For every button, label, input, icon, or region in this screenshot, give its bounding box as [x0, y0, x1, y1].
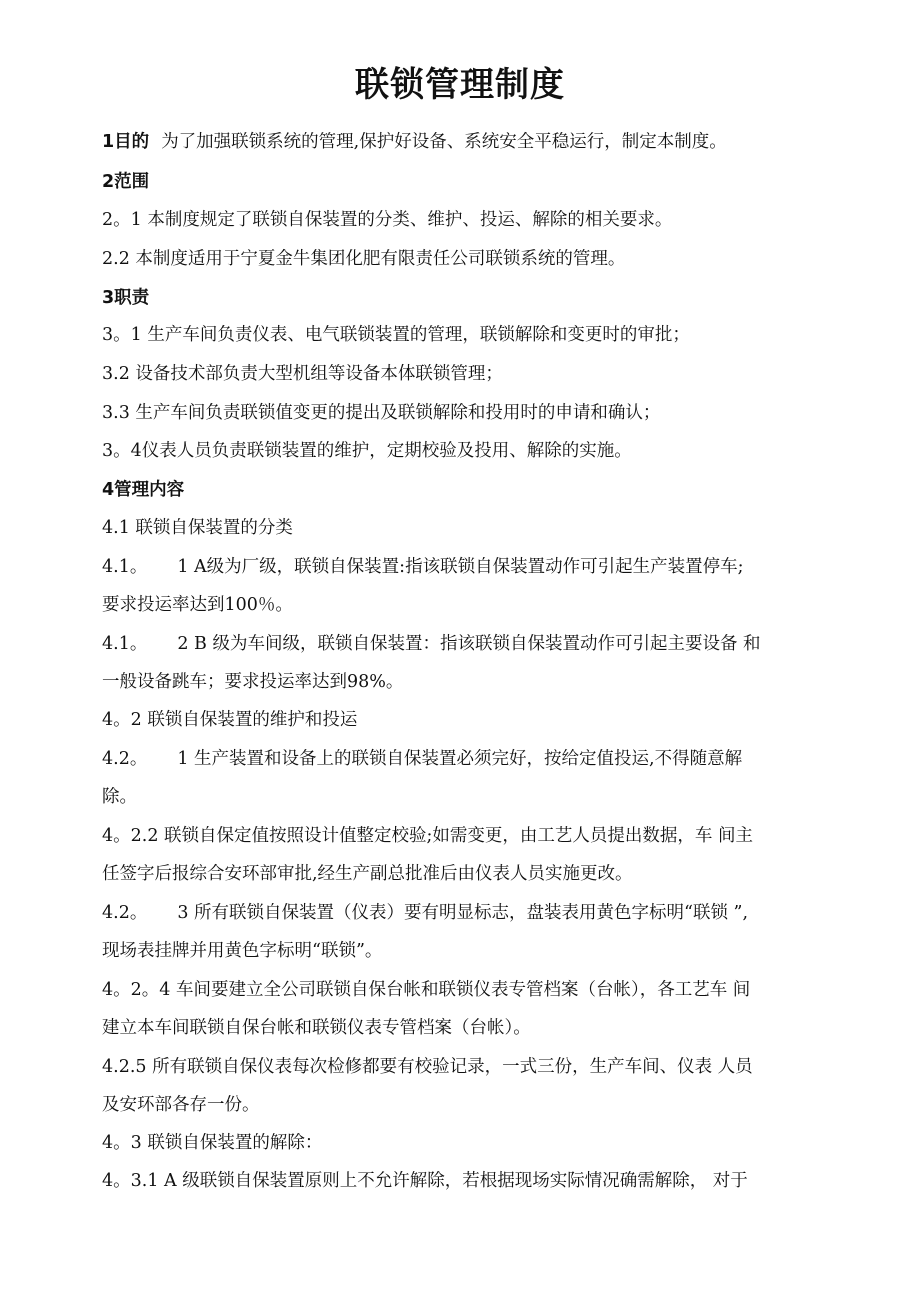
paragraph-line: 3.3 生产车间负责联锁值变更的提出及联锁解除和投用时的申请和确认； — [102, 403, 661, 423]
paragraph-line: 4。3.1 A 级联锁自保装置原则上不允许解除，若根据现场实际情况确需解除， 对于 — [102, 1171, 748, 1191]
clause-number: 4.2。 — [102, 749, 148, 769]
paragraph-line: 现场表挂牌并用黄色字标明“联锁”。 — [102, 941, 383, 961]
paragraph-line: 要求投运率达到100％。 — [102, 595, 293, 615]
clause-number: 4.2。 — [102, 903, 148, 923]
paragraph-line: 2.2 本制度适用于宁夏金牛集团化肥有限责任公司联锁系统的管理。 — [102, 249, 626, 269]
paragraph-line — [102, 632, 842, 656]
paragraph-line: 4.1 联锁自保装置的分类 — [102, 518, 293, 538]
clause-number: 4.1。 — [102, 634, 148, 654]
paragraph-line: 4。3 联锁自保装置的解除： — [102, 1133, 323, 1153]
paragraph-line: 4。2。4 车间要建立全公司联锁自保台帐和联锁仪表专管档案（台帐），各工艺车 间 — [102, 980, 751, 1000]
clause-number: 4.1。 — [102, 557, 148, 577]
section-1-purpose — [102, 130, 842, 154]
document-title: 联锁管理制度 — [355, 65, 565, 105]
paragraph-line — [102, 555, 842, 579]
paragraph-text: 为了加强联锁系统的管理,保护好设备、系统安全平稳运行，制定本制度。 — [161, 132, 727, 152]
clause-text: 1 A级为厂级，联锁自保装置:指该联锁自保装置动作可引起生产装置停车; — [177, 557, 744, 577]
paragraph-line: 一般设备跳车；要求投运率达到98%。 — [102, 672, 404, 692]
section-heading: 3职责 — [102, 288, 150, 308]
section-heading: 1目的 — [102, 132, 150, 152]
paragraph-line: 2。1 本制度规定了联锁自保装置的分类、维护、投运、解除的相关要求。 — [102, 210, 673, 230]
paragraph-line: 4。2 联锁自保装置的维护和投运 — [102, 710, 358, 730]
paragraph-line: 3。4仪表人员负责联锁装置的维护，定期校验及投用、解除的实施。 — [102, 441, 632, 461]
paragraph-line: 任签字后报综合安环部审批,经生产副总批准后由仪表人员实施更改。 — [102, 864, 633, 884]
paragraph-line: 及安环部各存一份。 — [102, 1095, 260, 1115]
section-heading: 2范围 — [102, 172, 150, 192]
paragraph-line: 4.2.5 所有联锁自保仪表每次检修都要有校验记录，一式三份，生产车间、仪表 人员 — [102, 1057, 753, 1077]
paragraph-line — [102, 901, 842, 925]
paragraph-line: 除。 — [102, 787, 137, 807]
paragraph-line: 3.2 设备技术部负责大型机组等设备本体联锁管理； — [102, 364, 503, 384]
clause-text: 3 所有联锁自保装置（仪表）要有明显标志，盘装表用黄色字标明“联锁 ”, — [177, 903, 749, 923]
clause-text: 1 生产装置和设备上的联锁自保装置必须完好，按给定值投运,不得随意解 — [177, 749, 743, 769]
paragraph-line: 3。1 生产车间负责仪表、电气联锁装置的管理，联锁解除和变更时的审批； — [102, 325, 690, 345]
paragraph-line: 4。2.2 联锁自保定值按照设计值整定校验;如需变更，由工艺人员提出数据，车 间主 — [102, 826, 753, 846]
paragraph-line: 建立本车间联锁自保台帐和联锁仪表专管档案（台帐）。 — [102, 1018, 531, 1038]
section-heading: 4管理内容 — [102, 480, 185, 500]
paragraph-line — [102, 747, 842, 771]
clause-text: 2 B 级为车间级，联锁自保装置：指该联锁自保装置动作可引起主要设备 和 — [177, 634, 761, 654]
